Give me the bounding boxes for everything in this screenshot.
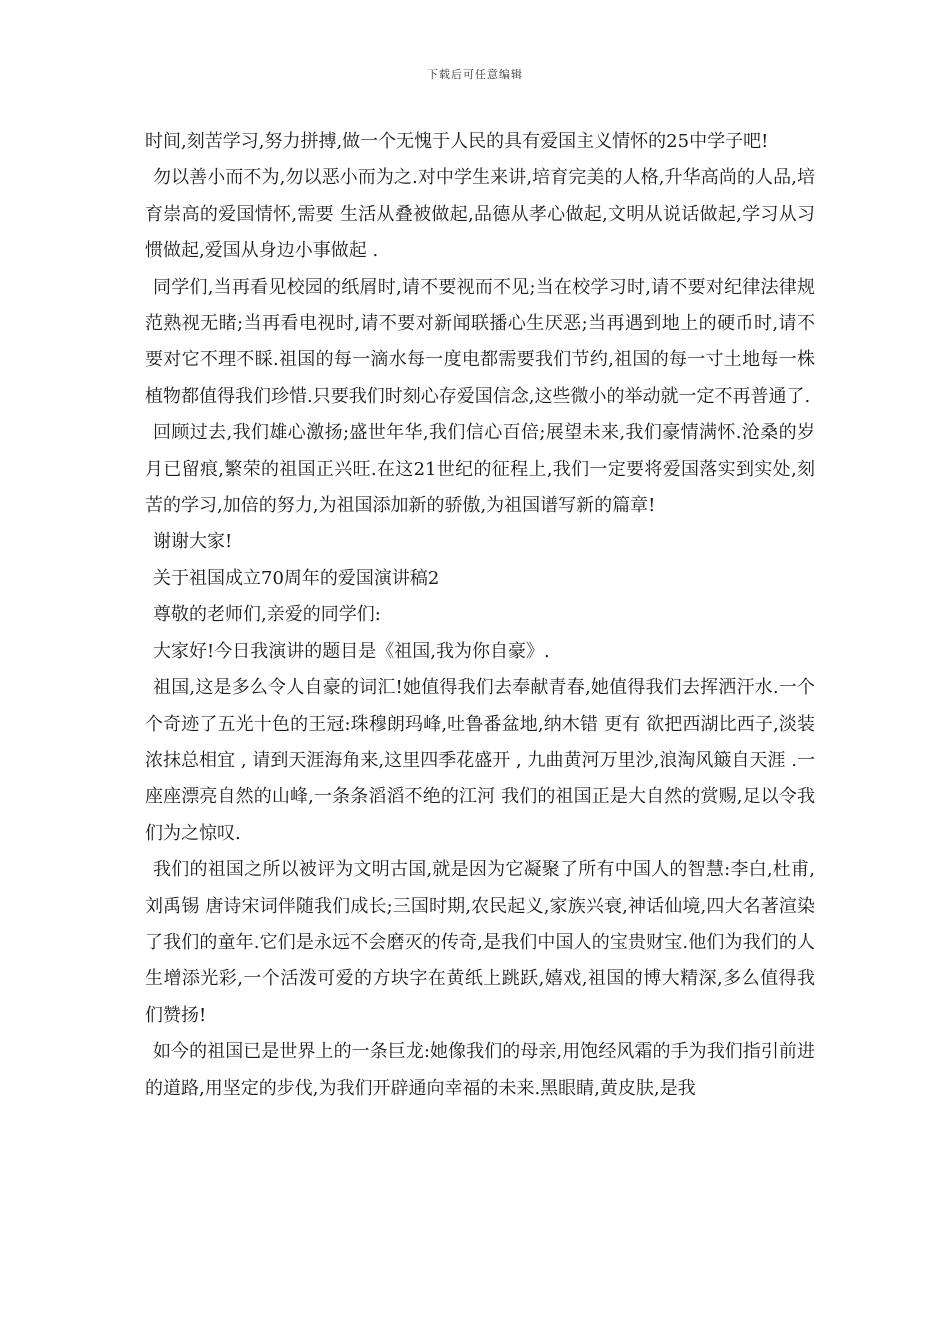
paragraph-11: 如今的祖国已是世界上的一条巨龙:她像我们的母亲,用饱经风霜的手为我们指引前进的道路,用坚定的步伐,为我们开辟通向幸福的未来.黑眼睛,黄皮肤,是我 (145, 1041, 815, 1099)
paragraph-4: 回顾过去,我们雄心激扬;盛世年华,我们信心百倍;展望未来,我们豪情满怀.沧桑的岁月已留痕,繁荣的祖国正兴旺.在这21世纪的征程上,我们一定要将爱国落实到实处,刻苦的学习,加倍的努力,为祖国添加新的骄傲,为祖国谱写新的篇章! (145, 422, 815, 517)
paragraph-3: 同学们,当再看见校园的纸屑时,请不要视而不见;当在校学习时,请不要对纪律法律规范熟视无睹;当再看电视时,请不要对新闻联播心生厌恶;当再遇到地上的硬币时,请不要对它不理不睬.祖国的每一滴水每一度电都需要我们节约,祖国的每一寸土地每一株植物都值得我们珍惜.只要我们时刻心存爱国信念,这些微小的举动就一定不再普通了. (145, 276, 815, 407)
document-body (145, 124, 815, 1107)
paragraph-5: 谢谢大家! (153, 531, 233, 553)
paragraph-1: 时间,刻苦学习,努力拼搏,做一个无愧于人民的具有爱国主义情怀的25中学子吧! (145, 131, 769, 152)
paragraph-2: 勿以善小而不为,勿以恶小而为之.对中学生来讲,培育完美的人格,升华高尚的人品,培育崇高的爱国情怀,需要 生活从叠被做起,品德从孝心做起,文明从说话做起,学习从习惯做起,爱国从身边小事做起 . (145, 167, 815, 262)
section-title: 关于祖国成立70周年的爱国演讲稿2 (153, 567, 440, 589)
page-header-note: 下载后可任意编辑 (427, 68, 523, 81)
paragraph-8: 大家好!今日我演讲的题目是《祖国,我为你自豪》. (153, 640, 550, 662)
paragraph-9: 祖国,这是多么令人自豪的词汇!她值得我们去奉献青春,她值得我们去挥洒汗水.一个个奇迹了五光十色的王冠:珠穆朗玛峰,吐鲁番盆地,纳木错 更有 欲把西湖比西子,淡装浓抹总相宜 , 请到天涯海角来,这里四季花盛开 , 九曲黄河万里沙,浪淘风簸自天涯 .一座座漂亮自然的山峰,一条条滔滔不绝的江河 我们的祖国正是大自然的赏赐,足以令我们为之惊叹. (145, 677, 815, 844)
paragraph-10: 我们的祖国之所以被评为文明古国,就是因为它凝聚了所有中国人的智慧:李白,杜甫,刘禹锡 唐诗宋词伴随我们成长;三国时期,农民起义,家族兴衰,神话仙境,四大名著渲染了我们的童年.它们是永远不会磨灭的传奇,是我们中国人的宝贵财宝.他们为我们的人生增添光彩,一个活泼可爱的方块字在黄纸上跳跃,嬉戏,祖国的博大精深,多么值得我们赞扬! (145, 859, 815, 1026)
salutation: 尊敬的老师们,亲爱的同学们: (153, 604, 381, 626)
